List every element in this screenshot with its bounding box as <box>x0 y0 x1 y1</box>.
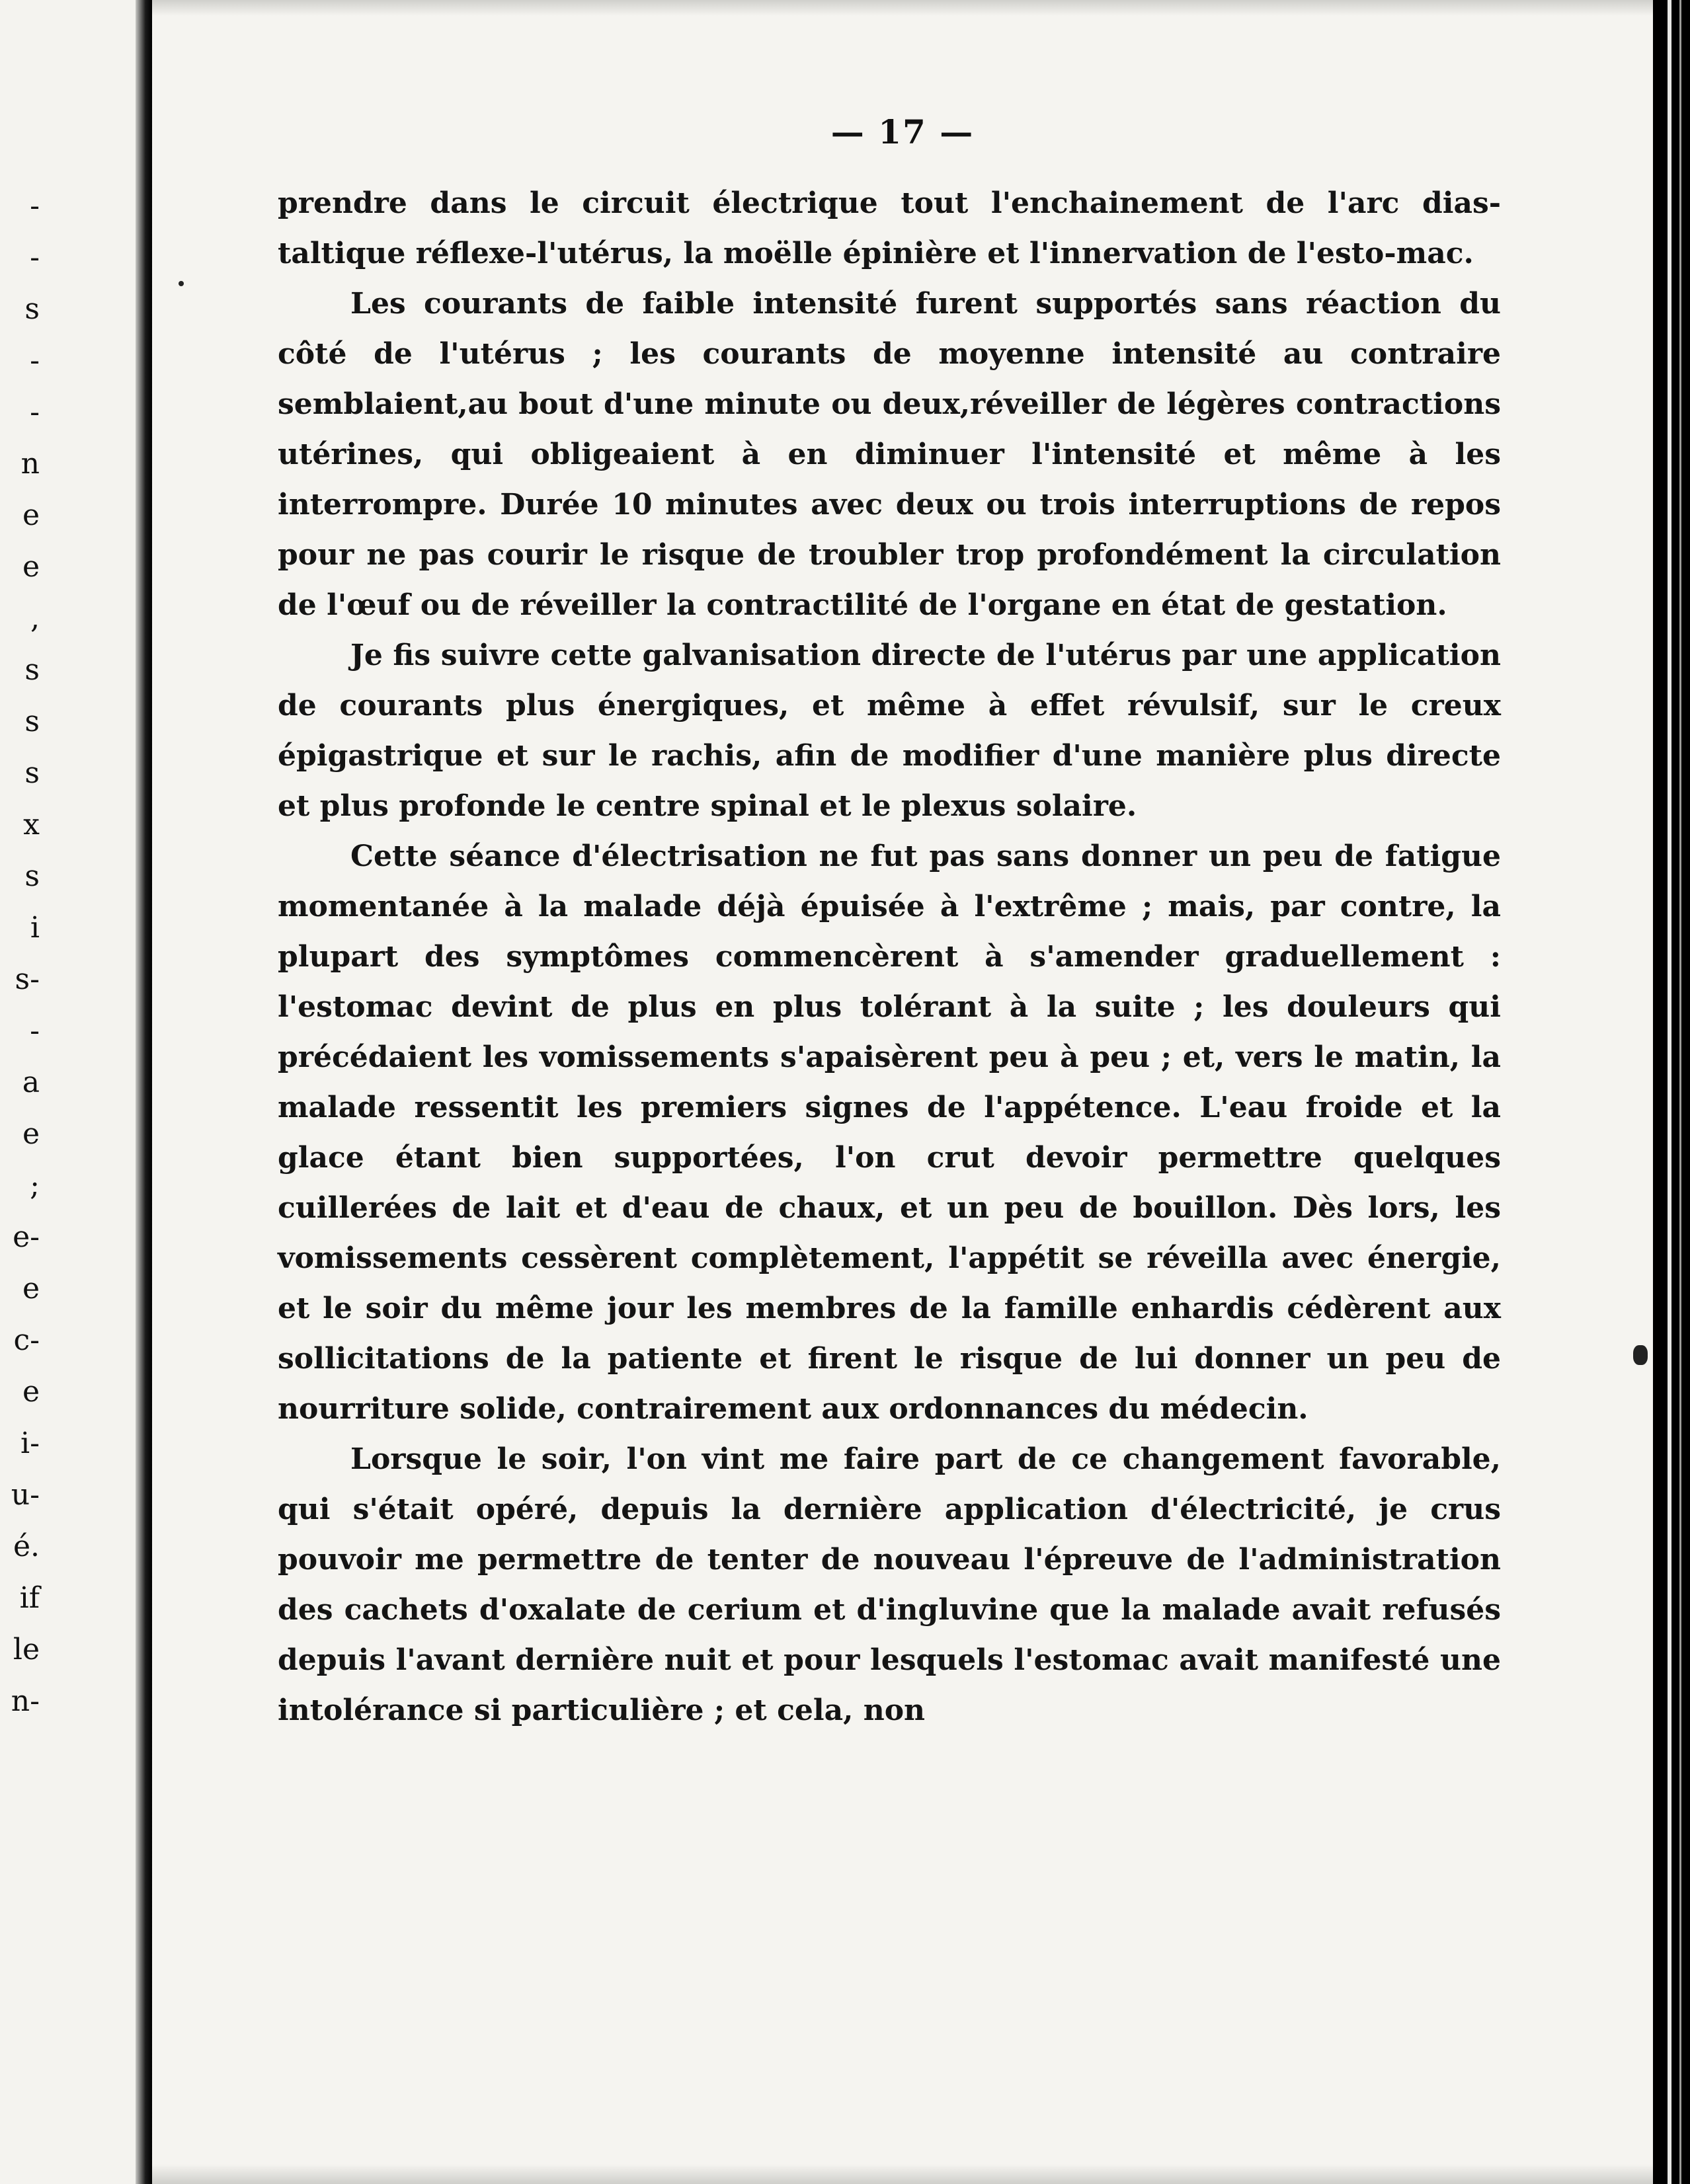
left-page-fragment: u- <box>11 1478 40 1512</box>
book-edge-right <box>1653 0 1690 2184</box>
page-number: — 17 — <box>830 112 975 151</box>
left-page-fragment: e <box>22 1117 40 1151</box>
paragraph: Je fis suivre cette galvanisation directe de l'utérus par une application de courants plus énergiques, et même à effet révulsif, sur le creux épigastrique et sur le rachis, afin de modifier d'une manière plus directe et plus profonde le centre spinal et le plexus solaire. <box>278 639 1501 823</box>
page-shadow-bottom <box>152 2164 1653 2184</box>
left-page-fragment: e- <box>13 1220 40 1254</box>
left-page-fragment: - <box>30 395 40 429</box>
paragraph: Cette séance d'électrisation ne fut pas sans donner un peu de fatigue momentanée à la malade déjà épuisée à l'extrême ; mais, par contre, la plupart des symptômes commencèrent à s'amender graduellement : l'estomac devint de plus en plus tolérant à la suite ; les douleurs qui précédaient les vomissements s'apaisèrent peu à peu ; et, vers le matin, la malade ressentit les premiers signes de l'appétence. L'eau froide et la glace étant bien supportées, l'on crut devoir permettre quelques cuillerées de lait et d'eau de chaux, et un peu de bouillon. Dès lors, les vomissements cessèrent complètement, l'appétit se réveilla avec énergie, et le soir du même jour les membres de la famille enhardis cédèrent aux sollicitations de la patiente et firent le risque de lui donner un peu de nourriture solide, contrairement aux ordonnances du médecin. <box>278 839 1501 1426</box>
book-gutter <box>136 0 152 2184</box>
left-page-fragment: - <box>30 241 40 274</box>
left-page-fragment: x <box>23 808 40 841</box>
left-page-fragment: c- <box>13 1323 40 1357</box>
left-page-fragment: e <box>22 550 40 584</box>
left-page-fragment: s <box>24 653 40 687</box>
left-page-fragment: e <box>22 498 40 532</box>
left-page-fragment: , <box>30 602 40 635</box>
left-page-fragment: e <box>22 1272 40 1306</box>
page-body <box>278 178 1501 1736</box>
left-page-fragment: n <box>20 447 40 481</box>
left-page-fragment: s <box>24 705 40 738</box>
left-page-fragment: e <box>22 1375 40 1409</box>
page-shadow-top <box>152 0 1653 16</box>
ink-speck <box>179 281 184 286</box>
paragraph: Lorsque le soir, l'on vint me faire part de ce changement favorable, qui s'était opéré, depuis la dernière application d'électricité, je crus pouvoir me permettre de tenter de nouveau l'épreuve de l'administration des cachets d'oxalate de cerium et d'ingluvine que la malade avait refusés depuis l'avant dernière nuit et pour lesquels l'estomac avait manifesté une intolérance si particulière ; et cela, non <box>278 1442 1501 1727</box>
book-page <box>152 0 1653 2184</box>
ink-speck <box>1633 1345 1648 1365</box>
left-page-fragment: - <box>30 344 40 377</box>
paragraph-continued: prendre dans le circuit électrique tout l'enchainement de l'arc dias-taltique réflexe-l'utérus, la moëlle épinière et l'innervation de l'esto-mac. <box>278 186 1501 270</box>
facing-page-left <box>0 0 136 2184</box>
left-page-fragment: n- <box>11 1684 40 1718</box>
left-page-fragment: s <box>24 859 40 893</box>
paragraph: Les courants de faible intensité furent supportés sans réaction du côté de l'utérus ; les courants de moyenne intensité au contraire semblaient,au bout d'une minute ou deux,réveiller de légères contractions utérines, qui obligeaient à en diminuer l'intensité et même à les interrompre. Durée 10 minutes avec deux ou trois interruptions de repos pour ne pas courir le risque de troubler trop profondément la circulation de l'œuf ou de réveiller la contractilité de l'organe en état de gestation. <box>278 287 1501 622</box>
left-page-fragment: - <box>30 189 40 223</box>
left-page-fragment: - <box>30 1014 40 1048</box>
left-page-fragment: s <box>24 292 40 326</box>
left-page-fragment: i <box>30 911 40 945</box>
left-page-fragment: le <box>13 1633 40 1666</box>
left-page-fragment: i- <box>20 1426 40 1460</box>
left-page-fragment: if <box>19 1581 40 1615</box>
left-page-fragment: ; <box>30 1169 40 1202</box>
left-page-fragment: s- <box>15 962 40 996</box>
left-page-fragment: é. <box>13 1530 40 1563</box>
left-page-fragment: s <box>24 756 40 790</box>
left-page-fragment: a <box>22 1066 40 1099</box>
